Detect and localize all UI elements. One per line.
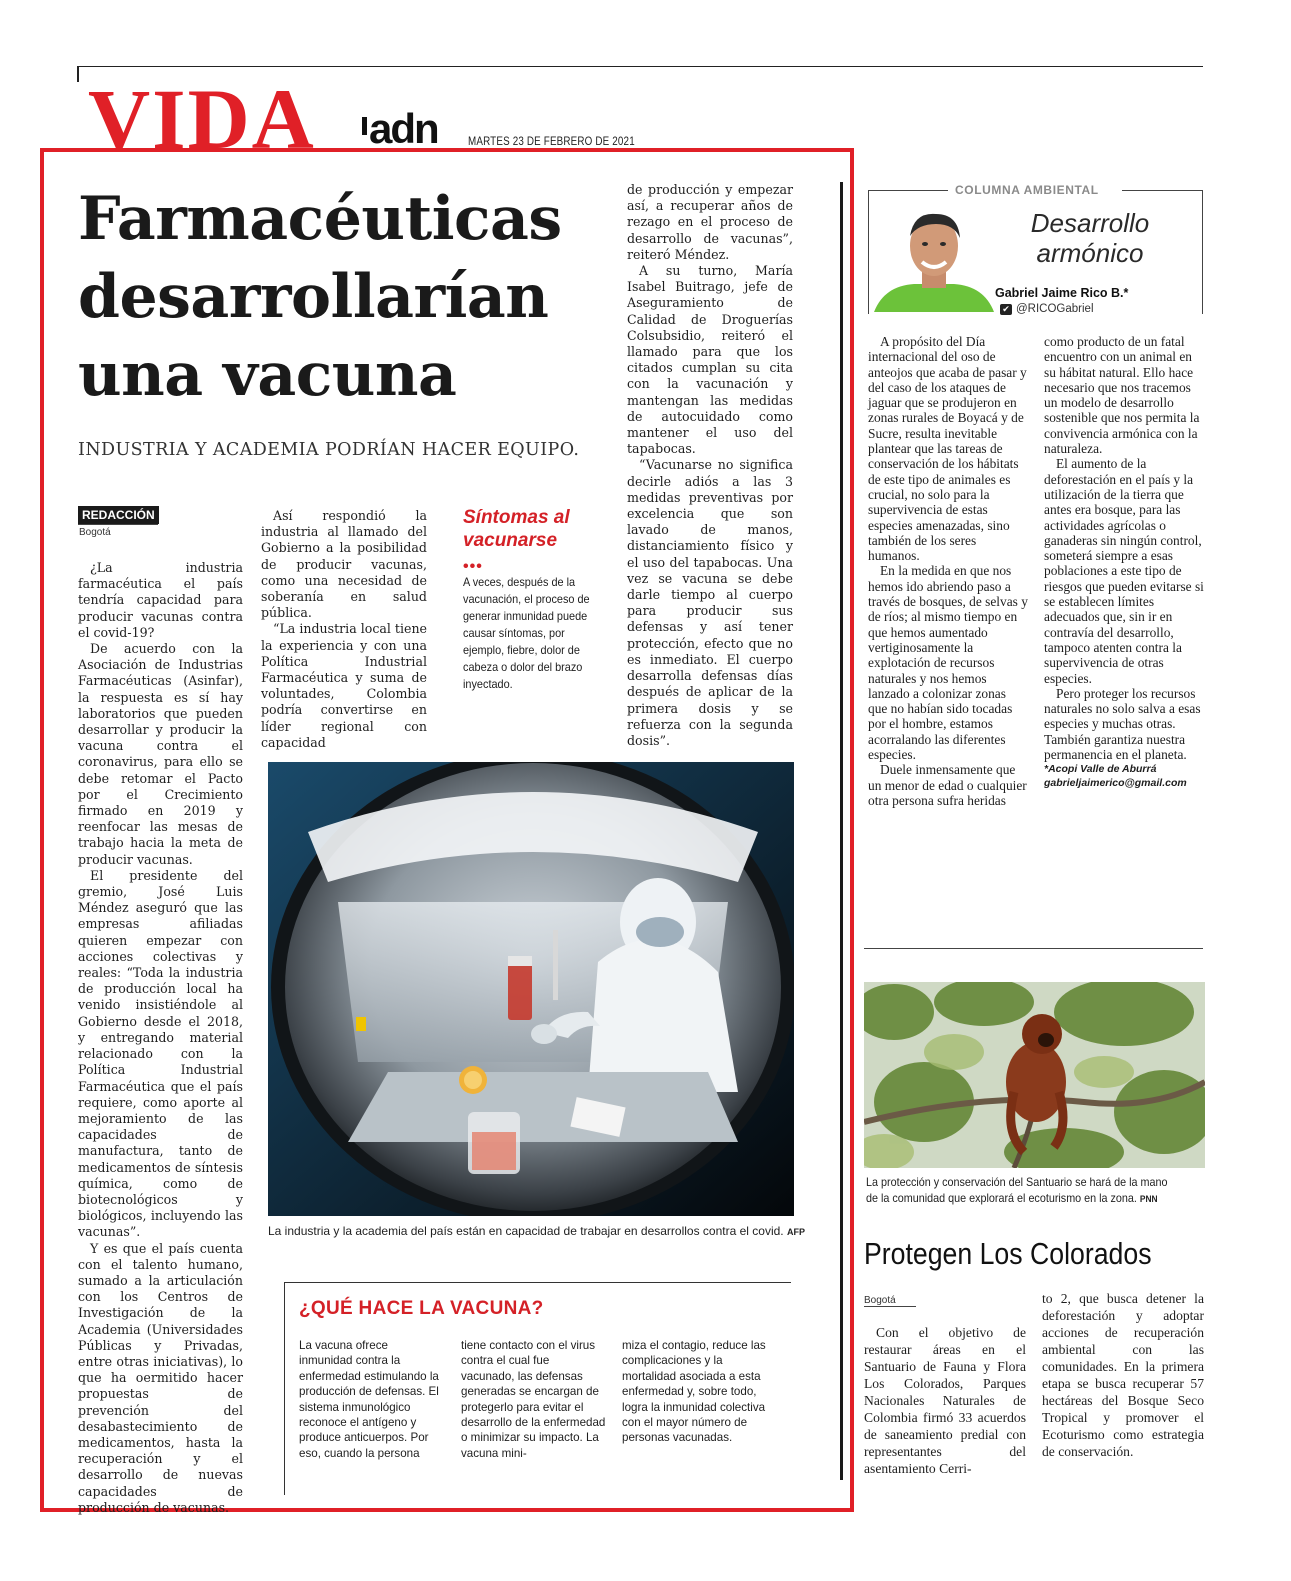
- author-photo-illustration: [874, 206, 994, 312]
- sidebar-body: A veces, después de la vacunación, el proceso de generar inmunidad puede causar síntomas, por ejemplo, fiebre, dolor de cabeza o dolor del brazo inyectado.: [463, 576, 590, 691]
- photo-credit: AFP: [787, 1227, 805, 1237]
- caption-text: La protección y conservación del Santuario se hará de la mano de la comunidad que explorará el ecoturismo en la zona.: [866, 1176, 1168, 1205]
- lab-photo-illustration: [268, 762, 794, 1216]
- column-signature-email: gabrieljaimerico@gmail.com: [1044, 777, 1187, 790]
- story2-place-rule: [864, 1306, 916, 1307]
- byline-underline: [78, 524, 158, 525]
- monkey-photo-illustration: [864, 982, 1205, 1168]
- column-text-b: [1044, 334, 1204, 790]
- main-story-column-2: [261, 508, 427, 751]
- main-story-column-1: [78, 560, 243, 1516]
- top-rule-tick: [77, 66, 79, 82]
- column-text-a: [868, 334, 1028, 808]
- paragraph: to 2, que busca detener la deforestación y adoptar acciones de recuperación ambiental con las comunidades. En la primera etapa se busca recuperar 57 hectáreas del Bosque Seco Tropical y promover el Ecoturismo como estrategia de conservación.: [1042, 1291, 1204, 1459]
- brand-logo-mark: [362, 117, 367, 135]
- right-section-divider: [864, 948, 1203, 949]
- vaccine-box-title: ¿QUÉ HACE LA VACUNA?: [299, 1298, 544, 1319]
- column-box-top-right: [1122, 190, 1203, 191]
- paragraph: Así respondió la industria al llamado del Gobierno a la posibilidad de producir vacunas, como una necesidad de soberanía en salud pública.: [261, 508, 427, 621]
- story2-column-a: [864, 1324, 1026, 1477]
- paragraph: El presidente del gremio, José Luis Méndez aseguró que las empresas afiliadas quieren empezar con acciones colectivas y reales: “Toda la industria de producción local ha venido insistiéndole al Gobierno desde el 2018, y entregando material relacionado con la Política Industrial Farmacéutica que el país requiere, como aporte al mejoramiento de las capacidades de manufactura, tanto de medicamentos de síntesis química, como de biotecnológicos y biológicos, incluyendo las vacunas”.: [78, 867, 243, 1240]
- paragraph: Pero proteger los recursos naturales no solo salva a esas especies y muchas otras. También garantiza nuestra permanencia en el planeta.: [1044, 685, 1201, 763]
- author-handle-text: @RICOGabriel: [1016, 303, 1094, 315]
- monkey-photo: [864, 982, 1205, 1168]
- author-photo: [874, 206, 994, 312]
- byline-place: Bogotá: [79, 527, 111, 538]
- vaccine-box-column-2: tiene contacto con el virus contra el cual fue vacunado, las defensas generadas se encargan de protegerlo para evitar el desarrollo de la enfermedad o minimizar su impacto. La vacuna mini-: [461, 1339, 606, 1460]
- top-rule: [77, 66, 1203, 67]
- paragraph: El aumento de la deforestación en el país y la utilización de la tierra que antes era bosque, para las actividades agrícolas o ganaderas sin ningún control, someterá siempre a esas poblaciones a este tipo de riesgos que pueden evitarse si se establecen límites adecuados que, sin ir en contravía del desarrollo, tampoco atenten contra la supervivencia de otras especies.: [1044, 456, 1204, 686]
- paragraph: A propósito del Día internacional del oso de anteojos que acaba de pasar y del caso de los ataques de jaguar que se produjeron en zonas rurales de Boyacá y de Sucre, resulta inevitable plantear que las tareas de conservación de los hábitats de este tipo de animales es crucial, no solo para la supervivencia de estas especies amenazadas, sino también de los seres humanos.: [868, 334, 1027, 564]
- story2-column-b: [1042, 1290, 1204, 1460]
- paragraph: Y es que el país cuenta con el talento humano, sumado a la articulación con los Centros de Investigación de la Academia (Universidades Públicas y Privadas, entre otras iniciativas), lo que ha oermitido hacer propuestas de prevención del desabastecimiento de medicamentos, hasta la recuperación y el desarrollo de nuevas capacidades de producción de vacunas.: [78, 1240, 243, 1515]
- column-separator: [840, 182, 843, 1480]
- vaccine-box-column-3: miza el contagio, reduce las complicaciones y la mortalidad asociada a esta enfermedad y, sobre todo, logra la inmunidad colectiva con el mayor número de personas vacunadas.: [622, 1339, 766, 1445]
- section-title: VIDA: [88, 71, 316, 167]
- sidebar-title: Síntomas al vacunarse: [463, 507, 570, 551]
- paragraph: de producción y empezar así, a recuperar años de rezago en el proceso de desarrollo de vacunas”, reiteró Méndez.: [627, 182, 793, 262]
- paragraph: Duele inmensamente que un menor de edad o cualquier otra persona sufra heridas: [868, 762, 1027, 808]
- paragraph: ¿La industria farmacéutica el país tendría capacidad para producir vacunas contra el covid-19?: [78, 560, 243, 640]
- paragraph: “Vacunarse no significa decirle adiós a las 3 medidas preventivas por excelencia que son lavado de manos, distanciamiento físico y el uso del tapabocas. Una vez se vacuna se debe darle tiempo al cuerpo para producir sus defensas y así tener protección, efecto que no es inmediato. El cuerpo desarrolla defensas días después de aplicar de la primera dosis y se refuerza con la segunda dosis”.: [627, 457, 793, 748]
- paragraph: “La industria local tiene la experiencia y con una Política Industrial Farmacéutica y suma de voluntades, Colombia podría convertirse en líder regional con capacidad: [261, 621, 428, 750]
- paragraph: De acuerdo con la Asociación de Industrias Farmacéuticas (Asinfar), la respuesta es sí hay laboratorios que pueden desarrollar y producir la vacuna contra el coronavirus, para ello se debe retomar el Pacto por el Crecimiento firmado en 2019 y reenfocar las mesas de trabajo hacia la meta de producir vacunas.: [78, 641, 243, 867]
- main-headline: Farmacéuticas desarrollarían una vacuna: [78, 184, 562, 410]
- story2-headline: Protegen Los Colorados: [864, 1236, 1152, 1271]
- paragraph: como producto de un fatal encuentro con un animal en su hábitat natural. Ello hace necesario que nos tracemos un modelo de desarrollo sostenible que nos permita la convivencia armónica con la naturaleza.: [1044, 334, 1200, 457]
- photo-credit: PNN: [1139, 1194, 1158, 1204]
- column-box-right: [1202, 190, 1203, 314]
- brand-logo-text: adn: [369, 105, 438, 152]
- vaccine-box-column-1: La vacuna ofrece inmunidad contra la enfermedad estimulando la producción de defensas. El sistema inmunológico reconoce el antígeno y produce anticuerpos. Por eso, cuando la persona: [299, 1339, 439, 1460]
- monkey-photo-caption: [866, 1175, 1182, 1207]
- byline-label: REDACCIÓN: [78, 506, 159, 524]
- main-subhead: INDUSTRIA Y ACADEMIA PODRÍAN HACER EQUIPO.: [78, 440, 580, 460]
- lab-photo-caption: [268, 1224, 808, 1238]
- column-title: Desarrollo armónico: [1030, 208, 1150, 268]
- story2-place: Bogotá: [864, 1295, 896, 1306]
- issue-date: MARTES 23 DE FEBRERO DE 2021: [468, 134, 635, 148]
- main-story-column-4: [627, 182, 793, 749]
- author-handle: [1000, 303, 1094, 315]
- column-box-top-left: [868, 190, 948, 191]
- brand-logo: [362, 105, 438, 152]
- column-box-left: [868, 190, 869, 314]
- paragraph: A su turno, María Isabel Buitrago, jefe de Aseguramiento de Calidad de Droguerías Colsubsidio, reiteró el llamado para que los citados cumplan su cita con la vacunación y mantengan las medidas de autocuidado como mantener el uso del tapabocas.: [627, 263, 793, 457]
- column-kicker: COLUMNA AMBIENTAL: [955, 183, 1099, 197]
- paragraph: Con el objetivo de restaurar áreas en el Santuario de Fauna y Flora Los Colorados, Parques Nacionales Naturales de Colombia firmó 33 acuerdos de saneamiento predial con representantes del asentamiento Cerri-: [864, 1325, 1026, 1476]
- column-signature-org: *Acopi Valle de Aburrá: [1044, 763, 1157, 776]
- lab-photo: [268, 762, 794, 1216]
- twitter-icon: ✔: [1000, 304, 1012, 315]
- caption-text: La industria y la academia del país están en capacidad de trabajar en desarrollos contra el covid.: [268, 1224, 784, 1238]
- paragraph: En la medida en que nos hemos ido abriendo paso a través de bosques, de selvas y de ríos; al mismo tiempo en que hemos aumentado vertiginosamente la explotación de recursos naturales y nos hemos lanzado a colonizar zonas que no habían sido tocadas por el hombre, estamos acorralando las diferentes especies.: [868, 563, 1028, 763]
- sidebar-dots: •••: [463, 558, 483, 575]
- author-name: Gabriel Jaime Rico B.*: [995, 286, 1129, 300]
